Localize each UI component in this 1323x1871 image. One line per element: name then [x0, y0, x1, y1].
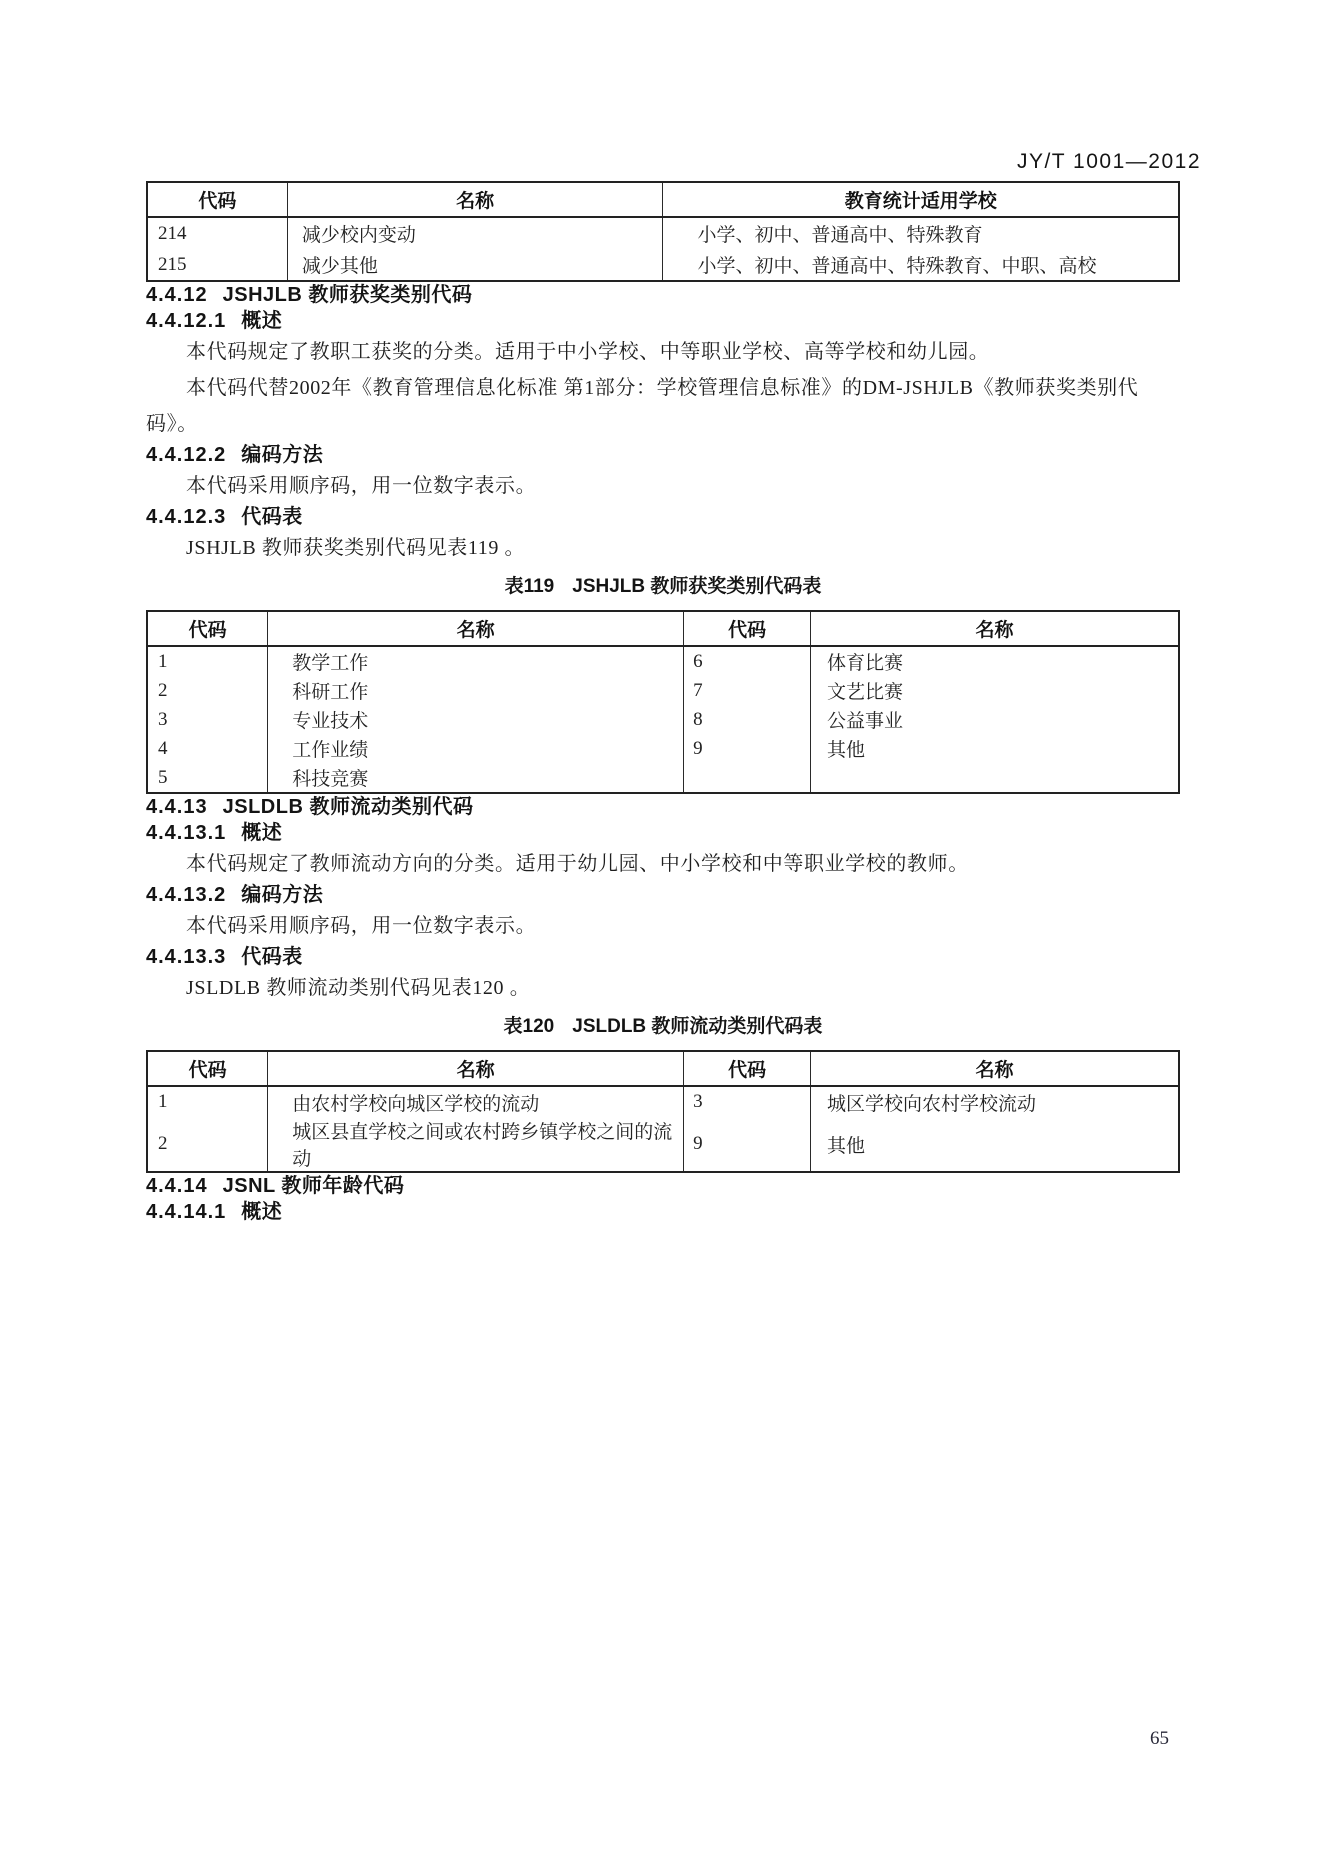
table-row	[147, 1117, 1179, 1172]
code-cell: 4	[158, 737, 168, 759]
name-cell	[811, 763, 1179, 793]
paragraph: JSHJLB 教师获奖类别代码见表119 。	[186, 537, 526, 559]
subsection-number: 4.4.13.1	[146, 822, 227, 844]
name-cell: 由农村学校向城区学校的流动	[268, 1086, 684, 1117]
name-cell: 工作业绩	[268, 734, 684, 763]
subsection-heading-4-4-13-1	[146, 820, 1180, 846]
code-table-120	[146, 1050, 1180, 1173]
paragraph: 本代码规定了教师流动方向的分类。适用于幼儿园、中小学校和中等职业学校的教师。	[186, 853, 969, 875]
code-cell: 3	[158, 708, 168, 730]
code-cell	[684, 763, 811, 793]
page-number: 65	[1150, 1728, 1169, 1749]
code-cell: 7	[684, 676, 811, 705]
code-cell: 9	[684, 734, 811, 763]
subsection-title: 代码表	[241, 506, 303, 528]
code-cell: 215	[158, 253, 187, 275]
subsection-number: 4.4.12.1	[146, 310, 227, 332]
section-heading-4-4-14	[146, 1173, 1180, 1199]
table-row	[147, 705, 1179, 734]
section-number: 4.4.14	[146, 1175, 208, 1197]
name-cell: 其他	[811, 1117, 1179, 1172]
code-cell: 1	[158, 650, 168, 672]
code-cell: 5	[158, 766, 168, 788]
subsection-title: 编码方法	[241, 444, 324, 466]
name-cell: 教学工作	[268, 646, 684, 676]
code-cell: 214	[158, 222, 187, 244]
table-row	[147, 217, 1179, 249]
column-header-code: 代码	[147, 611, 268, 646]
table-caption-title: JSLDLB 教师流动类别代码表	[572, 1016, 823, 1037]
column-header-code: 代码	[684, 611, 811, 646]
subsection-title: 概述	[241, 310, 283, 332]
section-title: JSHJLB 教师获奖类别代码	[222, 284, 473, 306]
name-cell: 科研工作	[268, 676, 684, 705]
paragraph: 本代码采用顺序码，用一位数字表示。	[186, 475, 537, 497]
column-header-name: 名称	[268, 611, 684, 646]
code-cell: 3	[684, 1086, 811, 1117]
paragraph: 本代码规定了教职工获奖的分类。适用于中小学校、中等职业学校、高等学校和幼儿园。	[186, 341, 990, 363]
subsection-heading-4-4-12-2	[146, 442, 1180, 468]
subsection-title: 概述	[241, 1201, 283, 1223]
name-cell: 公益事业	[811, 705, 1179, 734]
table-row	[147, 734, 1179, 763]
paragraph: 本代码代替2002年《教育管理信息化标准 第1部分：学校管理信息标准》的DM-JSHJLB《教师获奖类别代码》。	[146, 377, 1139, 435]
name-cell: 减少校内变动	[287, 217, 663, 249]
table-caption-title: JSHJLB 教师获奖类别代码表	[572, 576, 822, 597]
subsection-title: 代码表	[241, 946, 303, 968]
section-title: JSNL 教师年龄代码	[222, 1175, 405, 1197]
name-cell: 其他	[811, 734, 1179, 763]
section-heading-4-4-12	[146, 282, 1180, 308]
table-caption-number: 表119	[504, 576, 555, 597]
name-cell: 科技竞赛	[268, 763, 684, 793]
section-heading-4-4-13	[146, 794, 1180, 820]
name-cell: 减少其他	[287, 249, 663, 281]
table-row	[147, 763, 1179, 793]
subsection-title: 概述	[241, 822, 283, 844]
section-title: JSLDLB 教师流动类别代码	[222, 796, 474, 818]
table-header-row	[147, 1051, 1179, 1086]
table-header-row	[147, 611, 1179, 646]
table-row	[147, 676, 1179, 705]
subsection-heading-4-4-12-3	[146, 504, 1180, 530]
column-header-name: 名称	[268, 1051, 684, 1086]
code-cell: 9	[684, 1117, 811, 1172]
column-header-school: 教育统计适用学校	[663, 182, 1179, 217]
subsection-title: 编码方法	[241, 884, 324, 906]
subsection-number: 4.4.12.3	[146, 506, 227, 528]
continuation-code-table	[146, 181, 1180, 282]
code-cell: 1	[158, 1091, 168, 1112]
name-cell: 体育比赛	[811, 646, 1179, 676]
name-cell: 文艺比赛	[811, 676, 1179, 705]
column-header-code: 代码	[684, 1051, 811, 1086]
subsection-heading-4-4-14-1	[146, 1199, 1180, 1225]
section-number: 4.4.13	[146, 796, 208, 818]
name-cell: 专业技术	[268, 705, 684, 734]
subsection-number: 4.4.13.3	[146, 946, 227, 968]
column-header-code: 代码	[147, 1051, 268, 1086]
name-cell: 城区县直学校之间或农村跨乡镇学校之间的流动	[268, 1117, 684, 1172]
code-cell: 2	[158, 679, 168, 701]
table-caption-119	[146, 574, 1180, 600]
column-header-code: 代码	[147, 182, 287, 217]
paragraph: JSLDLB 教师流动类别代码见表120 。	[186, 977, 531, 999]
school-cell: 小学、初中、普通高中、特殊教育、中职、高校	[663, 249, 1179, 281]
school-cell: 小学、初中、普通高中、特殊教育	[663, 217, 1179, 249]
subsection-number: 4.4.13.2	[146, 884, 227, 906]
subsection-heading-4-4-13-2	[146, 882, 1180, 908]
code-cell: 6	[684, 646, 811, 676]
column-header-name: 名称	[811, 611, 1179, 646]
table-row	[147, 646, 1179, 676]
subsection-number: 4.4.12.2	[146, 444, 227, 466]
section-number: 4.4.12	[146, 284, 208, 306]
subsection-heading-4-4-13-3	[146, 944, 1180, 970]
paragraph: 本代码采用顺序码，用一位数字表示。	[186, 915, 537, 937]
name-cell: 城区学校向农村学校流动	[811, 1086, 1179, 1117]
standard-number: JY/T 1001—2012	[1016, 150, 1201, 173]
subsection-number: 4.4.14.1	[146, 1201, 227, 1223]
column-header-name: 名称	[287, 182, 663, 217]
code-cell: 8	[684, 705, 811, 734]
table-caption-number: 表120	[503, 1016, 555, 1037]
page-content	[146, 181, 1180, 1225]
column-header-name: 名称	[811, 1051, 1179, 1086]
table-caption-120	[146, 1014, 1180, 1040]
code-cell: 2	[158, 1133, 168, 1154]
table-row	[147, 249, 1179, 281]
subsection-heading-4-4-12-1	[146, 308, 1180, 334]
code-table-119	[146, 610, 1180, 794]
table-row	[147, 1086, 1179, 1117]
table-header-row	[147, 182, 1179, 217]
